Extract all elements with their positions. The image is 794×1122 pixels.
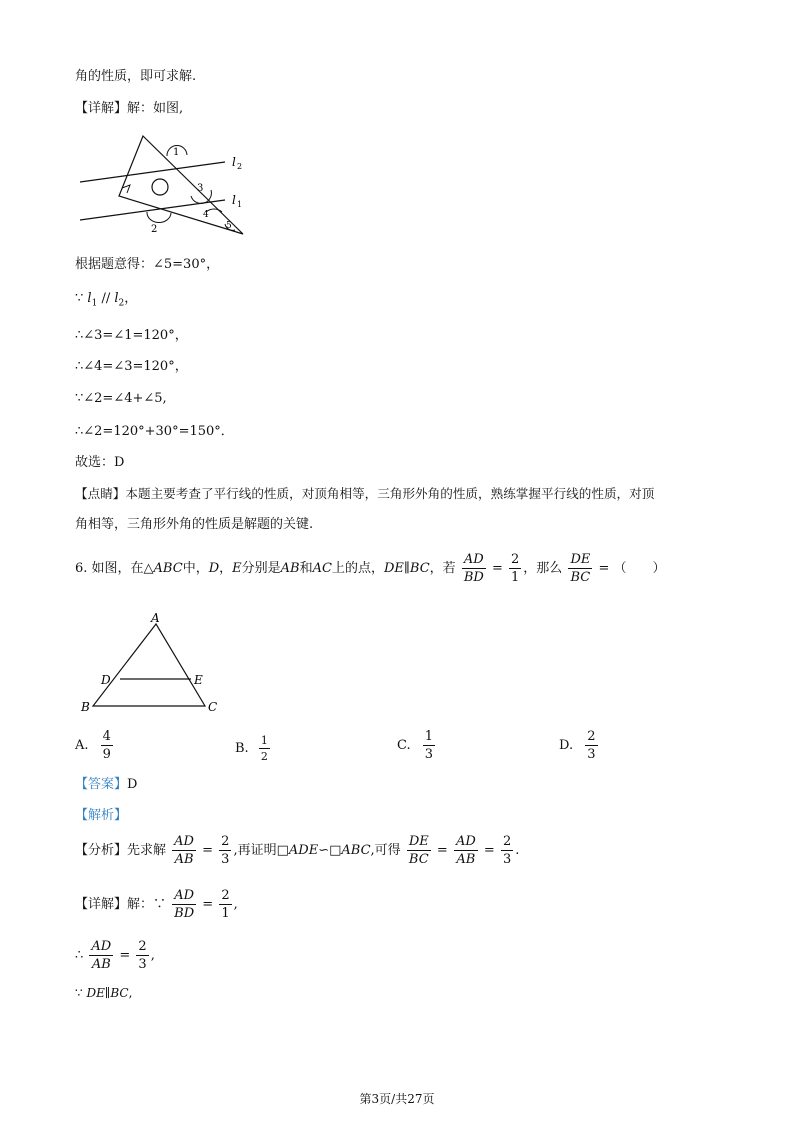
therefore-line [75,937,155,975]
text-line: ∴∠2=120°+30°=150°． [75,424,234,439]
punct: , [150,948,155,963]
q-text: ，若 [429,561,456,576]
detail-line-2 [75,886,238,924]
line-l1: l [87,291,92,306]
line-label-l2: l [232,155,236,169]
sub-1: 1 [91,298,98,309]
frac-ad-ab: $\frac{AD}{AB}$ [174,834,194,867]
analysis-header: 【解析】 [75,808,128,823]
text-line: 角的性质，即可求解. [75,69,197,84]
equals: = [491,561,503,576]
line-label-l1: l [232,193,236,207]
triangle-symbol-placeholder: □ [276,843,289,858]
q-ab: AB [280,561,300,576]
angle-label-4: 4 [203,210,209,220]
option-d [559,730,600,761]
detail-text: 解：∵ [127,897,167,912]
detail-line [75,100,183,118]
comment-line: 【点睛】本题主要考查了平行线的性质，对顶角相等，三角形外角的性质，熟练掌握平行线的性质，对顶 [75,486,655,501]
q-e: E [232,561,242,576]
option-b-fraction: $\frac{1}{2}$ [260,734,268,763]
analysis-text: 先求解 [127,843,167,858]
punct: , [233,897,238,912]
equals: = [202,843,214,858]
option-a-label: A. [75,738,89,753]
similar-symbol: ∽ [318,843,330,858]
equals: = [202,897,214,912]
text-line: ∴∠3=∠1=120°， [75,328,188,343]
option-d-label: D. [559,738,574,753]
parallel-lines-figure [75,130,255,240]
fraction-ad-bd: $\frac{AD}{BD}$ [463,552,484,585]
q-debc: DE∥BC [384,561,430,576]
line-label-l1-sub: 1 [237,200,243,209]
text-line: ∵∠2=∠4+∠5, [75,391,167,406]
point-e: E [194,673,203,687]
q-text: ，那么 [523,561,563,576]
angle-label-5: 5 [226,221,232,231]
angle-label-3: 3 [197,183,204,194]
fraction-de-bc: $\frac{DE}{BC}$ [570,552,591,585]
q-text: 分别是 [241,561,281,576]
option-c-fraction: $\frac{1}{3}$ [424,729,434,762]
vertex-a: A [151,611,160,625]
because-line [75,984,132,1002]
fraction-2-1: $\frac{2}{1}$ [511,552,520,585]
detail-tag: 【详解】 [75,897,128,912]
option-a-fraction: $\frac{4}{9}$ [102,729,111,762]
q-abc: ABC [153,561,183,576]
q-text: ， [219,561,233,576]
option-c-label: C. [397,738,411,753]
frac-ad-ab: $\frac{AD}{AB}$ [455,834,476,867]
line-l2: l [114,291,119,306]
triangle-symbol-placeholder: □ [329,843,342,858]
answer-value: D [127,777,138,792]
sub-2: 2 [118,298,125,309]
text-line: 根据题意得：∠5=30°， [75,257,220,272]
frac-2-3: $\frac{2}{3}$ [221,834,230,867]
q-text: 中， [182,561,209,576]
option-b [235,735,272,762]
point-d: D [101,673,111,687]
answer-blank: （ ） [613,561,666,576]
page-footer: 第3页/共27页 [359,1092,435,1106]
q-text: 和 [299,561,313,576]
because-symbol: ∵ [75,291,84,306]
answer-line [75,776,137,794]
text-line: 故选：D [75,455,125,470]
question-number: 6. [75,561,88,576]
comment-line: 角相等，三角形外角的性质是解题的关键. [75,517,314,532]
frac-2-1: $\frac{2}{1}$ [221,888,230,921]
q-text: 如图，在△ [91,561,154,576]
text-line: ∴∠4=∠3=120°， [75,359,188,374]
punct: . [515,843,520,858]
q-d: D [208,561,220,576]
question-6 [75,552,666,586]
option-b-label: B. [235,741,249,756]
analysis-text: ,可得 [370,843,401,858]
vertex-b: B [81,700,90,714]
angle-label-2: 2 [151,224,158,235]
option-d-fraction: $\frac{2}{3}$ [587,729,596,762]
frac-2-3: $\frac{2}{3}$ [502,834,512,867]
de-parallel-bc: DE∥BC [86,986,129,1000]
parallel-symbol: // [97,291,115,306]
analysis-tag: 【分析】 [75,843,128,858]
line-label-l2-sub: 2 [237,162,243,171]
therefore-symbol: ∴ [75,948,84,963]
answer-tag: 【答案】 [75,777,128,792]
equals: = [119,948,131,963]
equals: = [436,843,448,858]
option-c [397,730,437,761]
parallel-statement [75,290,137,313]
q-ac: AC [312,561,332,576]
option-a [75,730,115,761]
frac-de-bc: $\frac{DE}{BC}$ [408,834,429,867]
vertex-c: C [208,700,218,714]
analysis-line [75,832,519,870]
triangle-abc-figure [75,608,235,718]
angle-label-1: 1 [173,147,180,158]
frac-ad-bd: $\frac{AD}{BD}$ [174,888,195,921]
equals: = [598,561,610,576]
frac-ad-ab: $\frac{AD}{AB}$ [91,939,112,972]
detail-tag: 【详解】 [75,101,128,116]
q-text: 上的点， [331,561,384,576]
punct: ， [124,291,138,306]
punct: , [128,986,133,1000]
because-symbol: ∵ [75,986,83,1000]
analysis-text: ,再证明 [233,843,277,858]
frac-2-3: $\frac{2}{3}$ [138,939,147,972]
triangle-ade: ADE [288,843,319,858]
triangle-abc: ABC [341,843,371,858]
detail-text: 解：如图, [127,101,184,116]
equals: = [483,843,495,858]
